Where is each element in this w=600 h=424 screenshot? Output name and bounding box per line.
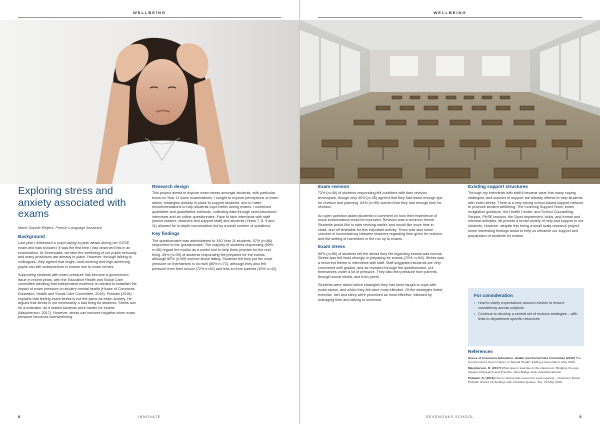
article-title: Exploring stress and anxiety associated with exams: [18, 185, 126, 221]
for-consideration-box: [468, 288, 584, 346]
paragraph: Last year I witnessed a pupil having a panic attack during her GCSE exam and was shocked; it was the first time I had observed this in an examination. At Sevenoaks, we take the wellbeing of our pupils seriously and many provisions are already in place. However, through talking to colleagues, they agreed that bright, hard-working and high-achieving pupils can still underperform in exams due to exam nerves.: [18, 241, 137, 269]
column-existing-support: [468, 185, 586, 242]
section-heading-existing-support: Existing support structures: [468, 184, 528, 189]
for-consideration-heading: For consideration: [474, 293, 513, 298]
section-heading-background: Background: [18, 234, 45, 239]
running-head: WELLBEING: [133, 10, 166, 15]
references-heading: References: [468, 349, 493, 354]
paragraph: The questionnaire was administered to 150 Year 11 students. 57% (n=86) responded to the questionnaire. The majority of students responding (60%, n=46) regard the mocks as a useful tool to help them prepare for the real thing. 45% (n=39) of students responding felt prepared for the exams, although 80% (n=69) worried about failing. Students felt they put the most pressure on themselves to do well (85% n=73), although they also felt pressure from their school (72% n=62) and less so from parents (49% n=42).: [152, 238, 278, 271]
magazine-name: SEVENOAKS SCHOOL: [426, 415, 474, 419]
header-rule: [318, 17, 582, 18]
section-heading-key-findings: Key findings: [152, 231, 180, 237]
paragraph: Supporting students with exam pressure has become a government issue in recent years, with the Education Health and Social Care committee advising that independent evidence is needed to establish the impact of exam pressure on student mental health (House of Commons Education, Health and Social Care Committee, 2018). Putwain (2018) explains that feeling exam stress is not the same as exam anxiety. He argues that stress is not necessarily a bad thing for students. Stress can be a motivator, as it makes students work harder for exams (Macpherson, 2017). However, stress can become negative when exam pressure becomes overwhelming.: [18, 273, 137, 320]
header-rule: [18, 17, 281, 18]
hero-image-exam-hall: [300, 20, 600, 184]
paragraph: This project aimed to explore exam stress amongst students, with particular focus on Year 11 mock examinations. I sought to explore perceptions of exam stress, strategies already in place to support students, and to make recommendations to help students cope better during exams. I combined qualitative and quantitative methods, collecting data through semi-structured interviews and an online questionnaire. Face to face interviews with staff (senior leaders, teachers and support staff) and students (Years 7, 8, 9 and 11) allowed for in-depth conversation led by a small number of questions.: [152, 191, 279, 229]
reference-item: Macpherson, R. (2017) What does it look like in the classroom: Bridging the gap between Research and Practice. New Bridge John Catt Educational.: [468, 365, 579, 374]
section-heading-exam-stress: Exam stress: [318, 244, 346, 250]
hero-image-stressed-student: [0, 20, 300, 184]
reference-item: Putwain, D. (2018) How to help pupils overcome exam anxiety – Professor David Putwain shares his findings with Christina Quaine. Tes, 15 May 2018.: [468, 375, 580, 384]
page-number: 8: [18, 415, 21, 419]
paragraph: 65% (n=56) of students felt the stress they felt regarding exams was normal. Stress was felt most strongly in preparing for exams (70%, n=60). Stress was a recurrent theme in interviews with staff. Staff suggested students are very concerned with grades, and as revealed through the questionnaire, put themselves under a lot of pressure. They also feel pressure from parents, through social media, and from peers.: [318, 251, 444, 280]
section-heading-research-design: Research design: [152, 184, 189, 189]
right-page: [300, 0, 600, 424]
consideration-list: [474, 301, 578, 322]
column-research: [152, 185, 280, 275]
column-exam-revision: [318, 185, 444, 306]
references-section: [468, 350, 586, 386]
paragraph: Through my interviews with staff it became clear that many coping strategies, and sources of support are already offered to help students with exam stress. There is a very strong school-based support network to promote student wellbeing: The Learning Support Team, exam invigilation guidance, the Health Centre, and School Counselling Service, PHSE lessons, the Sport department, clubs, and formal and informal activities, all provide a broad variety of help and support to our students. However, despite this being a small scale research project, some interesting findings arose to help us enhance our support and preparation of students for exams.: [468, 191, 584, 238]
magazine-name: INNOVATE: [138, 415, 161, 419]
paragraph: Students were asked which strategies they had been taught to cope with exam stress, and which they felt were most effective. Of the strategies listed, exercise, diet and sleep were perceived as most effective, followed by managing time and talking to someone.: [318, 283, 443, 302]
paragraph: An open question asked students to comment on how their experience of mock examinations could be improved. Revision was a common theme. Students would like to start revising earlier, and would like more time in class, and off timetable for this important activity. There was also some concern of inconsistency between teachers regarding time given for revision, and the setting of homework in the run up to exams.: [318, 213, 444, 242]
list-item: • Continue to develop a central set of revision strategies – with links to department specific resources: [474, 312, 578, 321]
column-background: [18, 235, 137, 324]
article-byline: Marie-Sophie Reijers, French Language Assistant: [18, 226, 102, 230]
section-heading-exam-revision: Exam revision: [318, 184, 350, 189]
running-head: WELLBEING: [433, 10, 467, 15]
paragraph: 73% (n=46) of students responding felt confident with their revision techniques, though only 40% (n=35) agreed that they had learnt enough tips for revision and planning. 64% (n=55) worried that they had enough time for revision.: [318, 191, 443, 210]
reference-item: House of Commons Education, Health and Social Care Committee (2018) The Government's Green Paper on Mental Health: Failing a Generation. May 2018.: [468, 355, 582, 364]
page-number: 9: [579, 415, 582, 419]
list-item: • How to clarify expectations around revision to ensure consistency across subjects: [474, 301, 578, 310]
